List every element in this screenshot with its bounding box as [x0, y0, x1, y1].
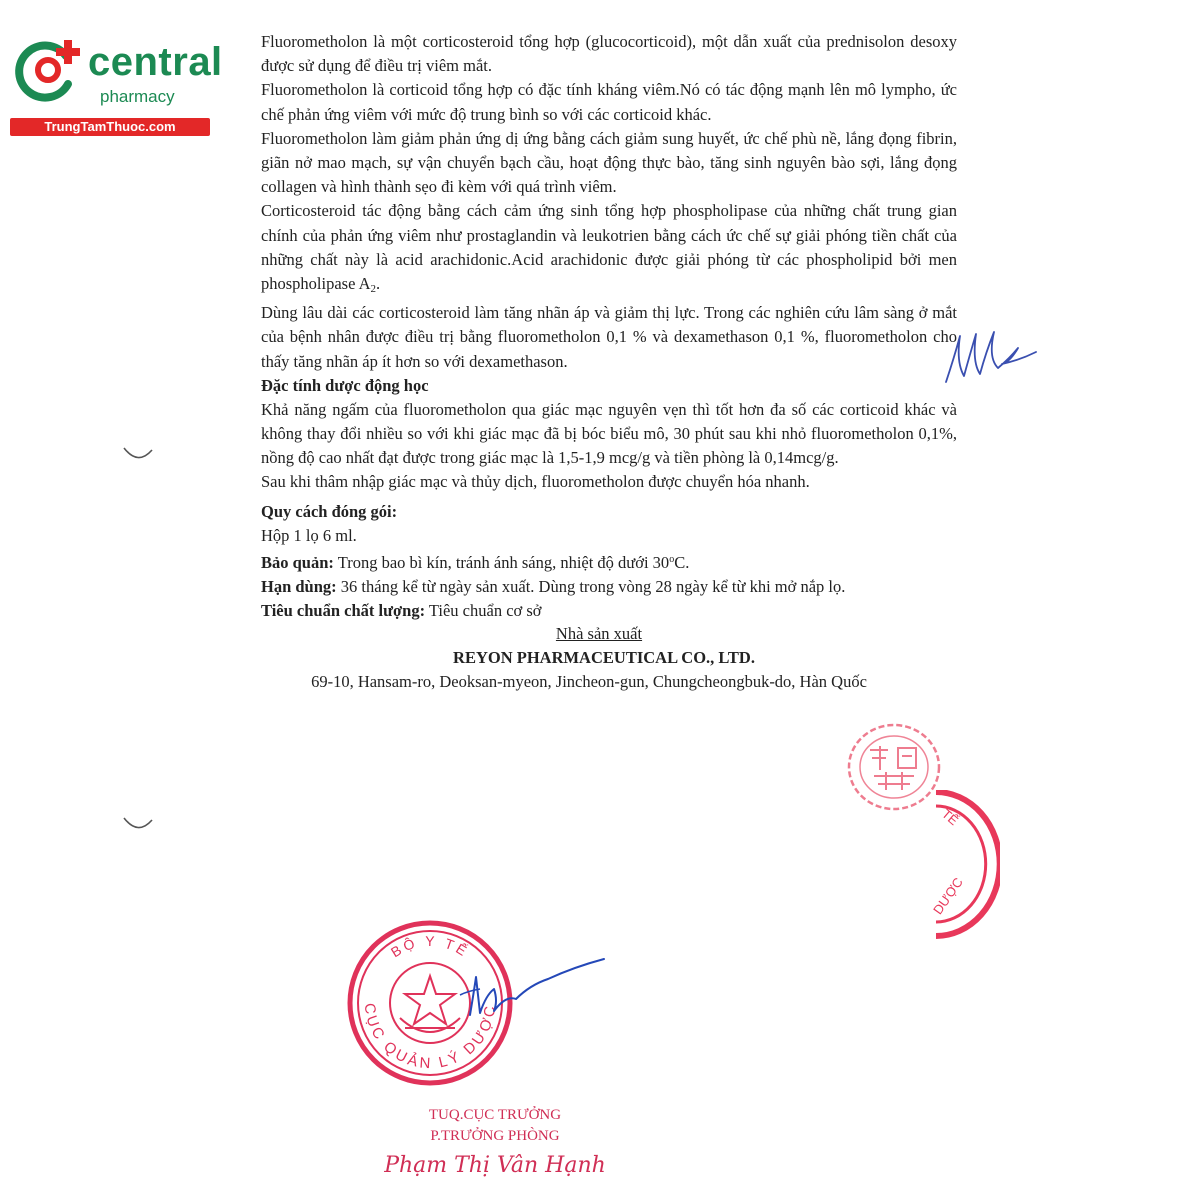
brand-subtitle: pharmacy [100, 87, 175, 106]
stamp-text-top: BỘ Y TẾ [387, 932, 473, 961]
website-banner[interactable]: TrungTamThuoc.com [10, 118, 210, 136]
manufacturer-address-line [261, 670, 957, 694]
paragraph: Fluorometholon làm giảm phản ứng dị ứng bằng cách giảm sung huyết, ức chế phù nề, lắng đọng fibrin, giãn nở mao mạch, sự vận chuyển bạch cầu, hoạt động thực bào, tăng sinh nguyên bào sợi, lắng đọng collagen và hình thành sẹo đi kèm với quá trình viêm. [261, 128, 957, 197]
brand-logo[interactable] [8, 30, 223, 140]
official-title-2: P.TRƯỞNG PHÒNG [430, 1128, 560, 1144]
partial-stamp-text-bottom: DƯỢC [930, 874, 966, 918]
manufacturer-name: REYON PHARMACEUTICAL CO., LTD. [453, 648, 755, 668]
paragraph: Fluorometholon là một corticosteroid tổng hợp (glucocorticoid), một dẫn xuất của prednisolon desoxy được sử dụng để điều trị viêm mắt. [261, 32, 957, 76]
storage-unit: C. [674, 553, 690, 573]
packaging-value: Hộp 1 lọ 6 ml. [261, 526, 357, 546]
manufacturer-address: 69-10, Hansam-ro, Deoksan-myeon, Jincheon-gun, Chungcheongbuk-do, Hàn Quốc [311, 672, 867, 692]
section-heading: Đặc tính dược động học [261, 375, 429, 395]
subscript-2: 2 [370, 283, 377, 296]
official-block [380, 1105, 610, 1176]
manufacturer-label-line [261, 622, 957, 646]
initials-signature [940, 318, 1040, 388]
document-body [261, 30, 957, 694]
paragraph: Fluorometholon là corticoid tổng hợp có đặc tính kháng viêm.Nó có tác động mạnh lên mô lympho, ức chế phản ứng viêm với mức độ trung bình so với các corticoid khác. [261, 80, 957, 124]
punch-hole-mark [122, 446, 154, 462]
packaging-label: Quy cách đóng gói: [261, 502, 398, 522]
paragraph: Dùng lâu dài các corticosteroid làm tăng nhãn áp và giảm thị lực. Trong các nghiên cứu lâm sàng ở mắt của bệnh nhân được điều trị bằng fluorometholon 0,1 % và dexamethason 0,1 %, fluorometholon cho thấy tăng nhãn áp ít hơn so với dexamethason. [261, 303, 957, 371]
partial-stamp-text-top: TẾ [938, 806, 962, 829]
storage-value: Trong bao bì kín, tránh ánh sáng, nhiệt độ dưới 30 [333, 553, 670, 573]
official-title-1: TUQ.CỤC TRƯỞNG [428, 1107, 562, 1123]
expiry-line [261, 575, 957, 599]
standard-label: Tiêu chuẩn chất lượng: [261, 600, 426, 620]
brand-name: central [88, 40, 223, 84]
company-seal [846, 722, 942, 812]
official-signature [450, 955, 610, 1025]
signer-name: Phạm Thị Vân Hạnh [384, 1153, 606, 1178]
storage-label: Bảo quản: [261, 553, 334, 573]
punch-hole-mark [122, 816, 154, 832]
partial-stamp [930, 790, 1000, 940]
paragraph: Sau khi thâm nhập giác mạc và thủy dịch, fluorometholon được chuyển hóa nhanh. [261, 472, 810, 492]
stamp-text-ring: CỤC QUẢN LÝ DƯỢC [360, 1002, 500, 1073]
expiry-value: 36 tháng kể từ ngày sản xuất. Dùng trong vòng 28 ngày kể từ khi mở nắp lọ. [336, 576, 846, 596]
expiry-label: Hạn dùng: [261, 576, 337, 596]
manufacturer-label: Nhà sản xuất [555, 624, 643, 644]
manufacturer-name-line [261, 646, 957, 670]
storage-line [261, 548, 957, 575]
paragraph-text: Corticosteroid tác động bằng cách cảm ứng sinh tổng hợp phospholipase của những chất trung gian chính của phản ứng viêm như prostaglandin và leukotrien bằng cách ức chế sự giải phóng tiền chất của những chất này là acid arachidonic.Acid arachidonic được giải phóng từ các phospholipid bởi men phospholipase A [261, 201, 957, 294]
degree-symbol: o [669, 554, 675, 566]
paragraph: Khả năng ngấm của fluorometholon qua giác mạc nguyên vẹn thì tốt hơn đa số các corticoid khác và không thay đổi nhiều so với khi giác mạc đã bị bóc biểu mô, 30 phút sau khi nhỏ fluorometholon 0,1%, nồng độ cao nhất đạt được trong giác mạc là 1,5-1,9 mcg/g và tiền phòng là 0,14mcg/g. [261, 399, 957, 468]
standard-line [261, 599, 957, 623]
pharmacy-cross-icon [12, 34, 84, 106]
paragraph: Corticosteroid tác động bằng cách cảm ứng sinh tổng hợp phospholipase của những chất trung gian chính của phản ứng viêm như prostaglandin và leukotrien bằng cách ức chế sự giải phóng tiền chất của những chất này là acid arachidonic.Acid arachidonic được giải phóng từ các phospholipid bởi men phospholipase A2. [261, 201, 957, 296]
standard-value: Tiêu chuẩn cơ sở [425, 600, 542, 620]
